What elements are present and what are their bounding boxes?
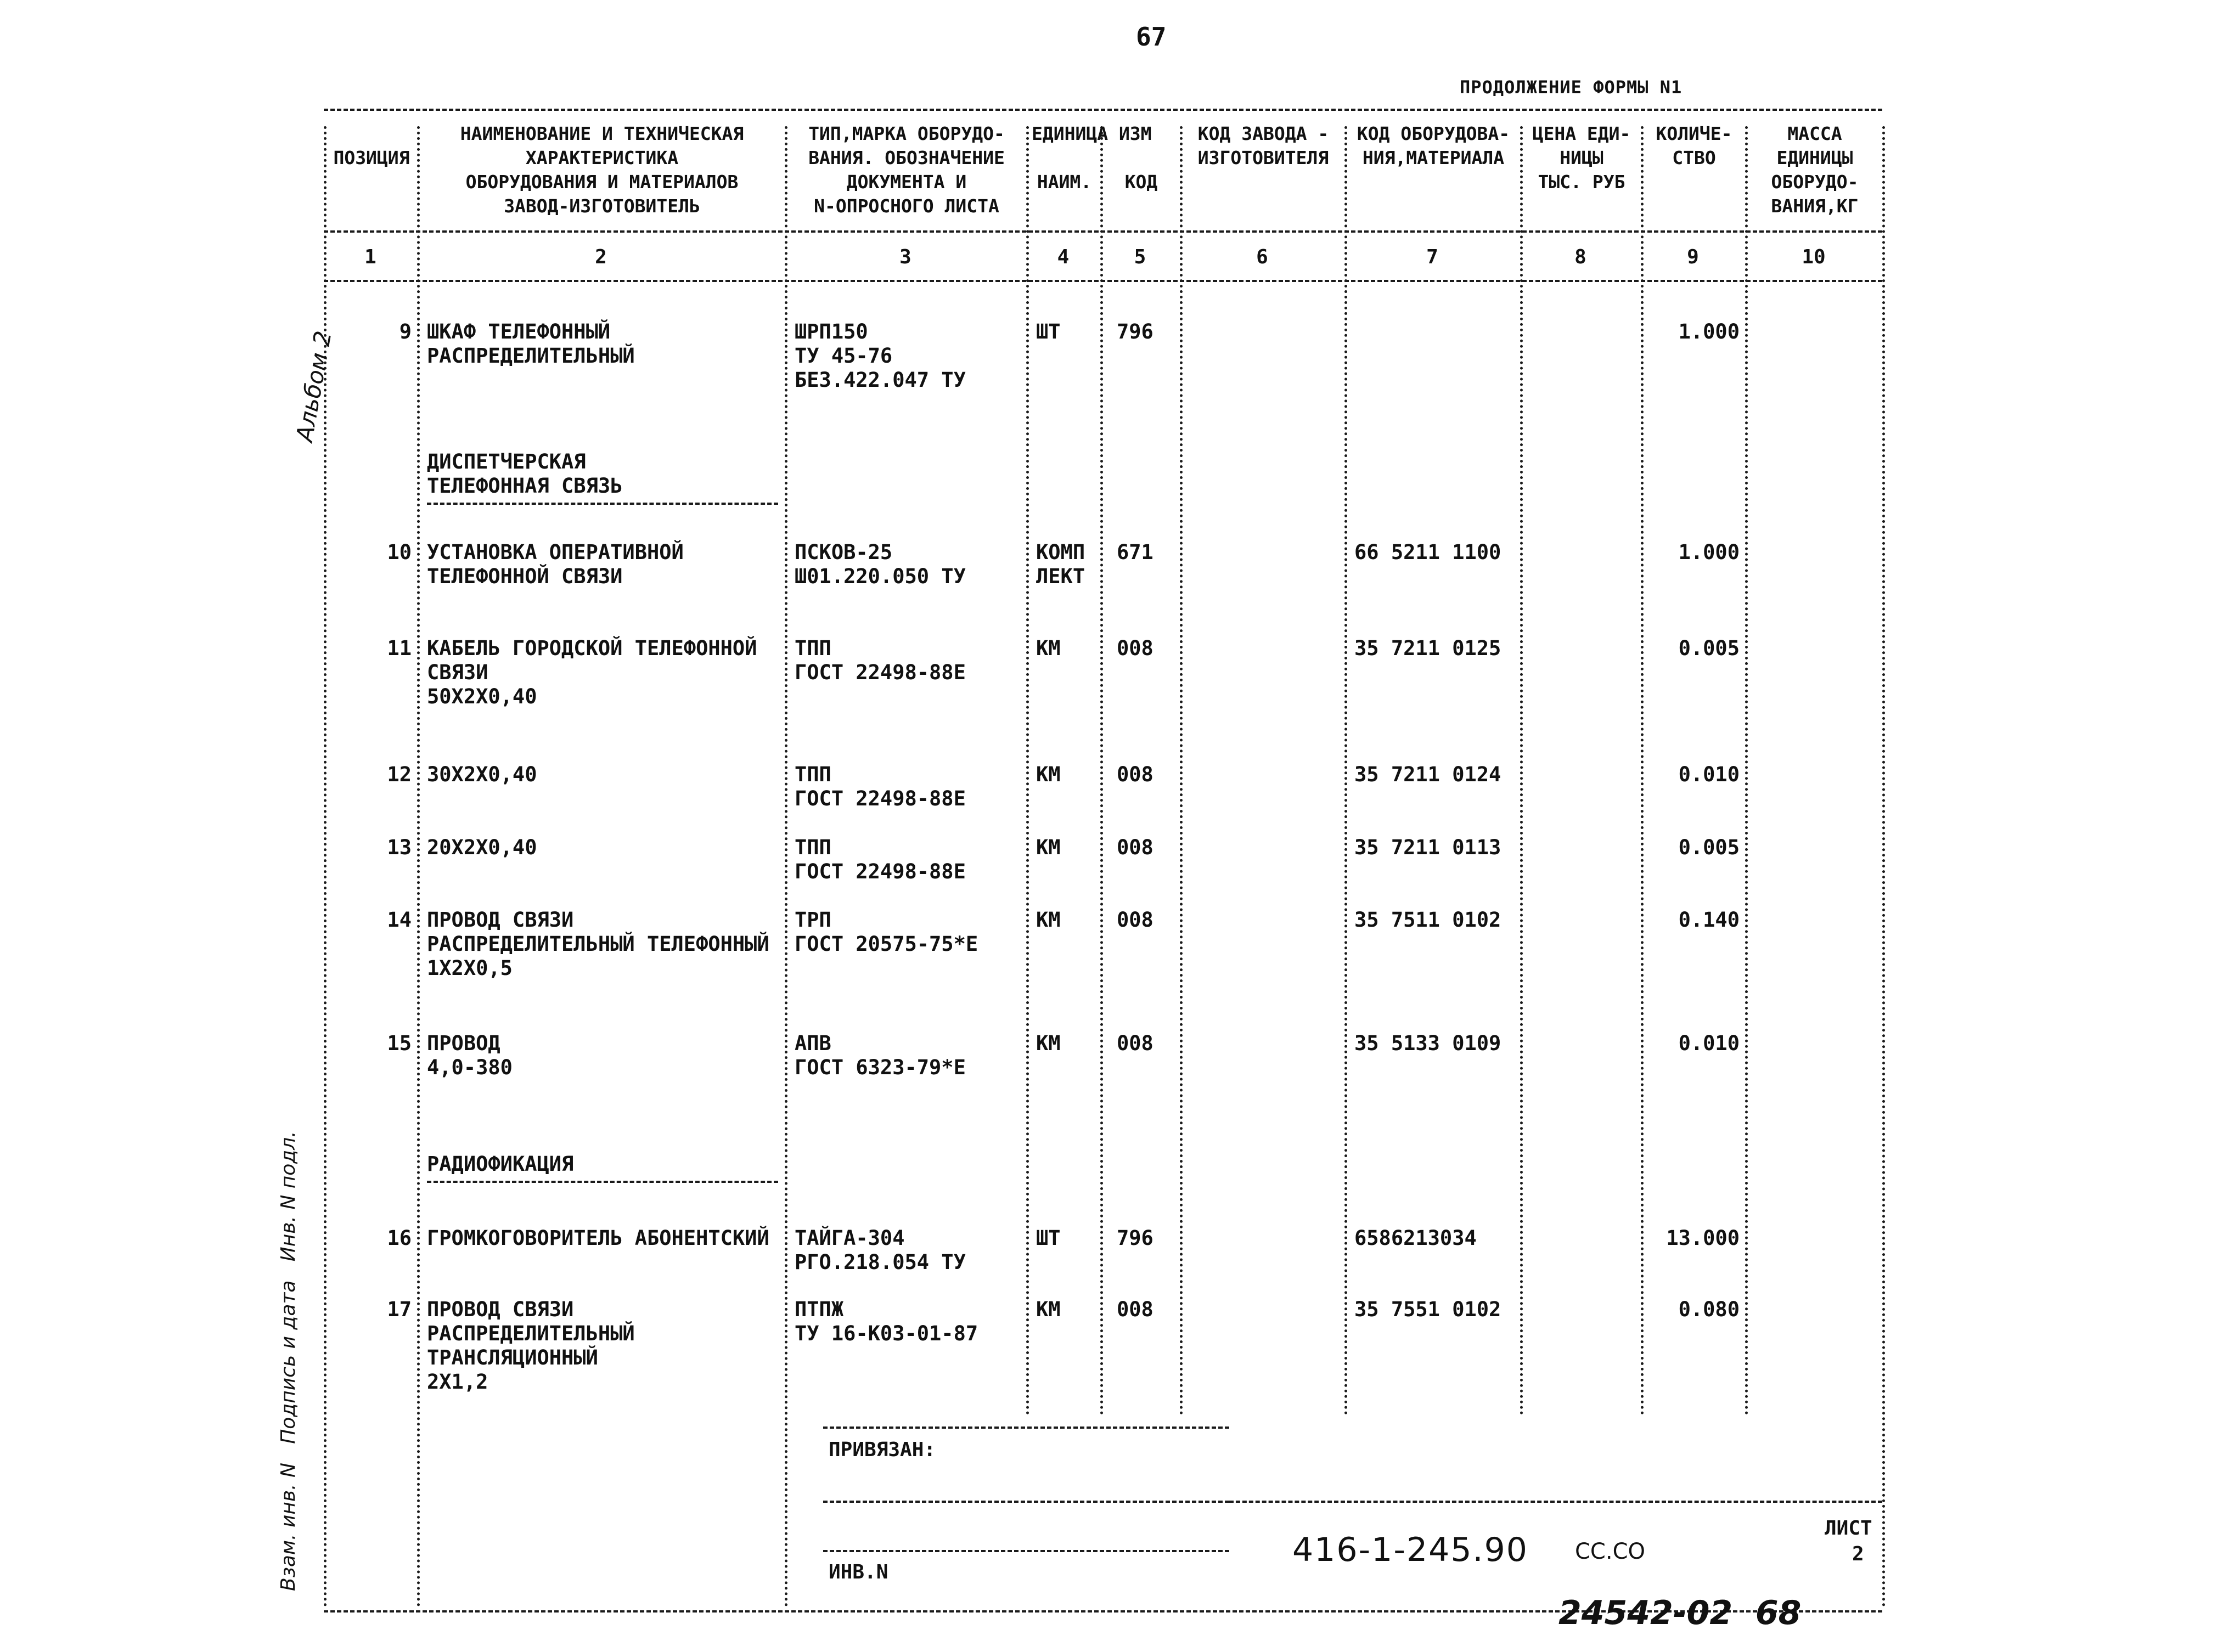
- handwritten-archive-number: 24542-02 68: [1558, 1594, 1802, 1632]
- cell-quantity: 0.140: [1678, 908, 1740, 932]
- column-number-6: 6: [1256, 246, 1268, 268]
- cell-type: ТПП: [795, 636, 831, 660]
- cell-position: 16: [387, 1226, 412, 1250]
- header-col-3-line-3: N-ОПРОСНОГО ЛИСТА: [814, 195, 999, 217]
- header-col-3-line-2: ДОКУМЕНТА И: [846, 171, 967, 193]
- column-separator-5: [1180, 126, 1183, 1416]
- column-number-4: 4: [1057, 246, 1070, 268]
- cell-position: 14: [387, 908, 412, 932]
- column-number-2: 2: [595, 246, 607, 268]
- header-col-1-line-1: ПОЗИЦИЯ: [333, 147, 410, 168]
- stamp-rule-main: [1229, 1501, 1882, 1503]
- cell-unit: КМ: [1036, 636, 1061, 660]
- cell-quantity: 13.000: [1666, 1226, 1740, 1250]
- cell-unit-code: 796: [1117, 1226, 1153, 1250]
- cell-position: 13: [387, 836, 412, 859]
- cell-quantity: 0.010: [1678, 1031, 1740, 1055]
- cell-unit: КМ: [1036, 908, 1061, 932]
- cell-type: РГО.218.054 ТУ: [795, 1250, 966, 1274]
- cell-unit-cont: ЛЕКТ: [1036, 565, 1085, 588]
- column-number-5: 5: [1134, 246, 1146, 268]
- column-number-10: 10: [1802, 246, 1826, 268]
- column-separator-6: [1344, 126, 1347, 1416]
- header-col-6-line-0: КОД ЗАВОДА -: [1197, 123, 1329, 144]
- cell-type: БЕ3.422.047 ТУ: [795, 368, 966, 392]
- cell-type: ГОСТ 6323-79*Е: [795, 1056, 966, 1079]
- cell-type: ПСКОВ-25: [795, 540, 893, 564]
- column-number-9: 9: [1687, 246, 1699, 268]
- header-col-2-line-0: НАИМЕНОВАНИЕ И ТЕХНИЧЕСКАЯ: [460, 123, 744, 144]
- cell-type: ПТПЖ: [795, 1298, 844, 1321]
- cell-type: ГОСТ 22498-88Е: [795, 661, 966, 684]
- cell-name: ТРАНСЛЯЦИОННЫЙ: [427, 1346, 598, 1369]
- header-col-4-line-0: ЕДИНИЦА ИЗМ: [1032, 123, 1152, 144]
- header-col-2-line-1: ХАРАКТЕРИСТИКА: [525, 147, 679, 168]
- document-code: 416-1-245.90: [1292, 1531, 1528, 1569]
- header-col-9-line-1: СТВО: [1672, 147, 1716, 168]
- stamp-privyazan: ПРИВЯЗАН:: [829, 1439, 936, 1461]
- cell-name: 30Х2Х0,40: [427, 763, 537, 786]
- cell-name: 20Х2Х0,40: [427, 836, 537, 859]
- column-separator-3: [1026, 126, 1029, 1416]
- cell-name: КАБЕЛЬ ГОРОДСКОЙ ТЕЛЕФОННОЙ: [427, 636, 757, 660]
- sheet-number: 2: [1852, 1543, 1864, 1565]
- header-col-3-line-0: ТИП,МАРКА ОБОРУДО-: [808, 123, 1005, 144]
- header-col-7-line-0: КОД ОБОРУДОВА-: [1357, 123, 1510, 144]
- header-col-2-line-2: ОБОРУДОВАНИЯ И МАТЕРИАЛОВ: [465, 171, 739, 193]
- stamp-inv: ИНВ.N: [829, 1561, 888, 1583]
- cell-equipment-code: 35 7551 0102: [1354, 1298, 1501, 1321]
- header-col-10-line-1: ЕДИНИЦЫ: [1776, 147, 1853, 168]
- cell-type: ТПП: [795, 763, 831, 786]
- stamp-rule-0: [823, 1427, 1229, 1429]
- cell-unit: ШТ: [1036, 1226, 1061, 1250]
- cell-name: 1Х2Х0,5: [427, 956, 513, 980]
- cell-name: 4,0-380: [427, 1056, 513, 1079]
- header-col-2-line-3: ЗАВОД-ИЗГОТОВИТЕЛЬ: [504, 195, 700, 217]
- cell-position: 12: [387, 763, 412, 786]
- cell-type: ШРП150: [795, 320, 868, 343]
- cell-unit: КМ: [1036, 1031, 1061, 1055]
- cell-equipment-code: 66 5211 1100: [1354, 540, 1501, 564]
- section-heading: ДИСПЕТЧЕРСКАЯ: [427, 450, 586, 473]
- cell-unit-code: 008: [1117, 908, 1153, 932]
- cell-equipment-code: 35 7211 0124: [1354, 763, 1501, 786]
- cell-name: ПРОВОД СВЯЗИ: [427, 1298, 574, 1321]
- cell-type: ТУ 16-К03-01-87: [795, 1322, 978, 1345]
- cell-type: Ш01.220.050 ТУ: [795, 565, 966, 588]
- column-number-7: 7: [1426, 246, 1438, 268]
- cell-name: ТЕЛЕФОННОЙ СВЯЗИ: [427, 565, 623, 588]
- cell-quantity: 0.005: [1678, 836, 1740, 859]
- cell-type: ГОСТ 22498-88Е: [795, 787, 966, 810]
- cell-equipment-code: 35 7211 0113: [1354, 836, 1501, 859]
- cell-name: ПРОВОД СВЯЗИ: [427, 908, 574, 932]
- cell-equipment-code: 35 7511 0102: [1354, 908, 1501, 932]
- stamp-rule-1: [823, 1501, 1229, 1503]
- cell-equipment-code: 6586213034: [1354, 1226, 1477, 1250]
- cell-position: 11: [387, 636, 412, 660]
- cell-unit: ШТ: [1036, 320, 1061, 343]
- cell-name: ГРОМКОГОВОРИТЕЛЬ АБОНЕНТСКИЙ: [427, 1226, 769, 1250]
- header-col-10-line-2: ОБОРУДО-: [1771, 171, 1859, 193]
- cell-unit: КМ: [1036, 836, 1061, 859]
- side-approval-stamp: Взам. инв. N Подпись и дата Инв. N подл.: [277, 1131, 300, 1591]
- cell-equipment-code: 35 7211 0125: [1354, 636, 1501, 660]
- header-col-4-line-2: НАИМ.: [1037, 171, 1092, 193]
- section-underline: [427, 503, 778, 505]
- sheet-label: ЛИСТ: [1825, 1517, 1872, 1540]
- cell-quantity: 0.010: [1678, 763, 1740, 786]
- header-col-8-line-0: ЦЕНА ЕДИ-: [1532, 123, 1631, 144]
- cell-position: 10: [387, 540, 412, 564]
- cell-name: 2Х1,2: [427, 1370, 488, 1394]
- table-rule-2: [324, 280, 1882, 282]
- column-number-3: 3: [899, 246, 911, 268]
- column-separator-1: [417, 126, 420, 1608]
- cell-quantity: 0.005: [1678, 636, 1740, 660]
- column-separator-4: [1100, 126, 1103, 1416]
- header-col-8-line-1: НИЦЫ: [1560, 147, 1603, 168]
- cell-type: ТУ 45-76: [795, 344, 893, 368]
- cell-unit-code: 008: [1117, 636, 1153, 660]
- column-separator-2: [785, 126, 787, 1608]
- table-rule-1: [324, 230, 1882, 233]
- cell-type: АПВ: [795, 1031, 831, 1055]
- column-separator-9: [1745, 126, 1748, 1416]
- cell-name: ПРОВОД: [427, 1031, 500, 1055]
- cell-unit-code: 008: [1117, 1031, 1153, 1055]
- cell-unit: КМ: [1036, 1298, 1061, 1321]
- cell-position: 17: [387, 1298, 412, 1321]
- cell-quantity: 1.000: [1678, 320, 1740, 343]
- cell-name: РАСПРЕДЕЛИТЕЛЬНЫЙ ТЕЛЕФОННЫЙ: [427, 932, 769, 956]
- cell-name: 50Х2Х0,40: [427, 685, 537, 708]
- cell-unit-code: 008: [1117, 1298, 1153, 1321]
- cell-type: ТПП: [795, 836, 831, 859]
- column-number-8: 8: [1574, 246, 1586, 268]
- cell-quantity: 0.080: [1678, 1298, 1740, 1321]
- header-col-9-line-0: КОЛИЧЕ-: [1656, 123, 1732, 144]
- cell-type: ТРП: [795, 908, 831, 932]
- header-col-7-line-1: НИЯ,МАТЕРИАЛА: [1362, 147, 1505, 168]
- cell-unit-code: 796: [1117, 320, 1153, 343]
- page-number: 67: [1136, 22, 1167, 52]
- section-heading: РАДИОФИКАЦИЯ: [427, 1152, 574, 1176]
- column-number-1: 1: [364, 246, 376, 268]
- document-subcode: СС.СО: [1575, 1539, 1645, 1564]
- cell-unit-code: 008: [1117, 763, 1153, 786]
- cell-quantity: 1.000: [1678, 540, 1740, 564]
- handwritten-album-note: Альбом 2: [291, 329, 337, 444]
- column-separator-7: [1520, 126, 1523, 1416]
- column-separator-10: [1882, 126, 1885, 1608]
- header-col-5-line-2: КОД: [1124, 171, 1158, 193]
- cell-name: РАСПРЕДЕЛИТЕЛЬНЫЙ: [427, 344, 635, 368]
- header-col-3-line-1: ВАНИЯ. ОБОЗНАЧЕНИЕ: [808, 147, 1005, 168]
- cell-position: 15: [387, 1031, 412, 1055]
- cell-unit-code: 008: [1117, 836, 1153, 859]
- continuation-title: ПРОДОЛЖЕНИЕ ФОРМЫ N1: [1460, 77, 1683, 98]
- cell-unit: КМ: [1036, 763, 1061, 786]
- header-col-6-line-1: ИЗГОТОВИТЕЛЯ: [1197, 147, 1329, 168]
- cell-unit-code: 671: [1117, 540, 1153, 564]
- section-underline: [427, 1181, 778, 1183]
- table-rule-0: [324, 109, 1882, 111]
- cell-type: ГОСТ 22498-88Е: [795, 860, 966, 883]
- cell-name: СВЯЗИ: [427, 661, 488, 684]
- cell-name: РАСПРЕДЕЛИТЕЛЬНЫЙ: [427, 1322, 635, 1345]
- header-col-10-line-3: ВАНИЯ,КГ: [1771, 195, 1859, 217]
- cell-type: ГОСТ 20575-75*Е: [795, 932, 978, 956]
- cell-name: УСТАНОВКА ОПЕРАТИВНОЙ: [427, 540, 684, 564]
- cell-name: ШКАФ ТЕЛЕФОННЫЙ: [427, 320, 611, 343]
- cell-equipment-code: 35 5133 0109: [1354, 1031, 1501, 1055]
- header-col-8-line-2: ТЫС. РУБ: [1538, 171, 1625, 193]
- stamp-rule-2: [823, 1550, 1229, 1552]
- cell-position: 9: [399, 320, 412, 343]
- section-heading: ТЕЛЕФОННАЯ СВЯЗЬ: [427, 474, 623, 498]
- header-col-10-line-0: МАССА: [1787, 123, 1842, 144]
- cell-unit: КОМП: [1036, 540, 1085, 564]
- cell-type: ТАЙГА-304: [795, 1226, 905, 1250]
